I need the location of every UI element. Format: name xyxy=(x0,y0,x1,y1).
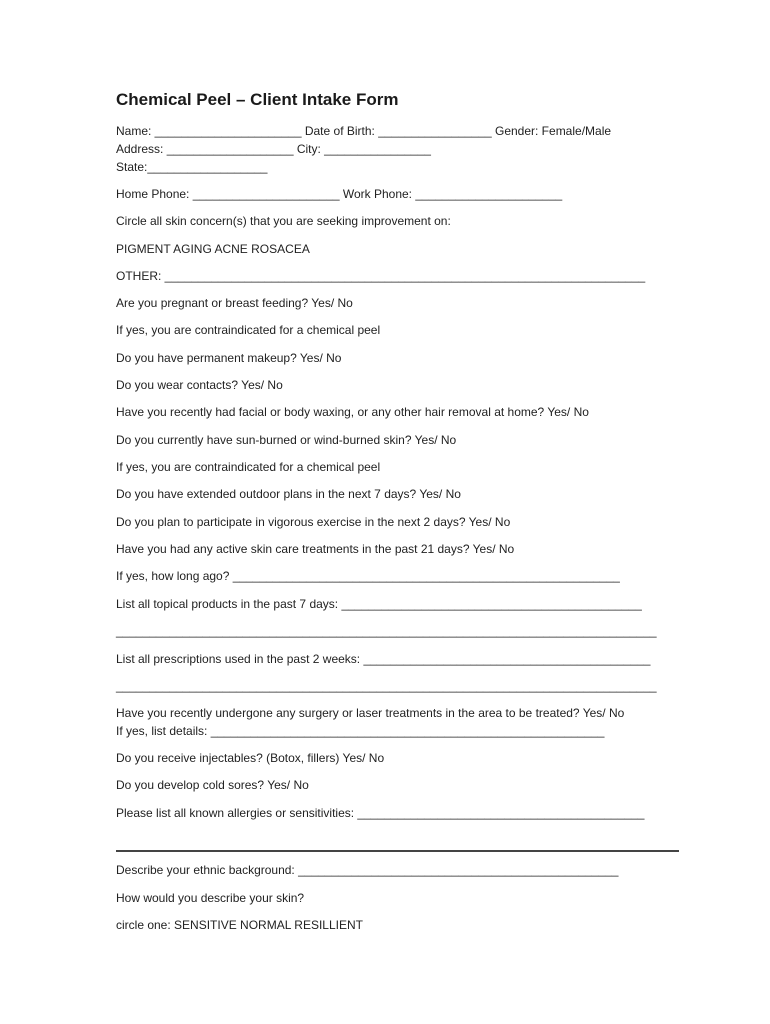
contacts-question: Do you wear contacts? Yes/ No xyxy=(116,378,283,392)
skin-concern-prompt: Circle all skin concern(s) that you are seeking improvement on: xyxy=(116,214,451,228)
section-divider xyxy=(116,850,679,852)
skin-concern-options: PIGMENT AGING ACNE ROSACEA xyxy=(116,242,310,256)
form-title: Chemical Peel – Client Intake Form xyxy=(116,90,399,109)
surgery-details-line: If yes, list details: ___________________________________________________________ xyxy=(116,724,605,738)
name-dob-gender-line: Name: ______________________ Date of Birth: _________________ Gender: Female/Male xyxy=(116,124,612,138)
outdoor-plans-question: Do you have extended outdoor plans in the next 7 days? Yes/ No xyxy=(116,487,461,501)
skin-type-options: circle one: SENSITIVE NORMAL RESILLIENT xyxy=(116,918,363,932)
skin-description-question: How would you describe your skin? xyxy=(116,891,305,905)
permanent-makeup-question: Do you have permanent makeup? Yes/ No xyxy=(116,351,342,365)
sunburn-question: Do you currently have sun-burned or wind-burned skin? Yes/ No xyxy=(116,433,457,447)
treatments-question: Have you had any active skin care treatments in the past 21 days? Yes/ No xyxy=(116,542,515,556)
pregnancy-question: Are you pregnant or breast feeding? Yes/ No xyxy=(116,296,353,310)
topical-products-extra-line: _________________________________________________________________________________ xyxy=(116,624,657,638)
pregnancy-contraindication-note: If yes, you are contraindicated for a chemical peel xyxy=(116,323,381,337)
address-city-line: Address: ___________________ City: ________________ xyxy=(116,142,431,156)
ethnic-background-line: Describe your ethnic background: ________________________________________________ xyxy=(116,863,619,877)
phone-line: Home Phone: ______________________ Work Phone: ______________________ xyxy=(116,187,563,201)
sunburn-contraindication-note: If yes, you are contraindicated for a chemical peel xyxy=(116,460,381,474)
injectables-question: Do you receive injectables? (Botox, fillers) Yes/ No xyxy=(116,751,385,765)
cold-sores-question: Do you develop cold sores? Yes/ No xyxy=(116,778,309,792)
state-line: State:__________________ xyxy=(116,160,268,174)
other-concern-line: OTHER: ________________________________________________________________________ xyxy=(116,269,646,283)
how-long-ago-line: If yes, how long ago? __________________________________________________________ xyxy=(116,569,620,583)
hair-removal-question: Have you recently had facial or body waxing, or any other hair removal at home? Yes/ No xyxy=(116,405,589,419)
allergies-line: Please list all known allergies or sensitivities: ___________________________________________ xyxy=(116,806,645,820)
prescriptions-line: List all prescriptions used in the past 2 weeks: ___________________________________________ xyxy=(116,652,651,666)
prescriptions-extra-line: _________________________________________________________________________________ xyxy=(116,679,657,693)
exercise-question: Do you plan to participate in vigorous exercise in the next 2 days? Yes/ No xyxy=(116,515,511,529)
topical-products-line: List all topical products in the past 7 days: _____________________________________________ xyxy=(116,597,642,611)
surgery-question: Have you recently undergone any surgery or laser treatments in the area to be treated? Yes/ No xyxy=(116,706,625,720)
